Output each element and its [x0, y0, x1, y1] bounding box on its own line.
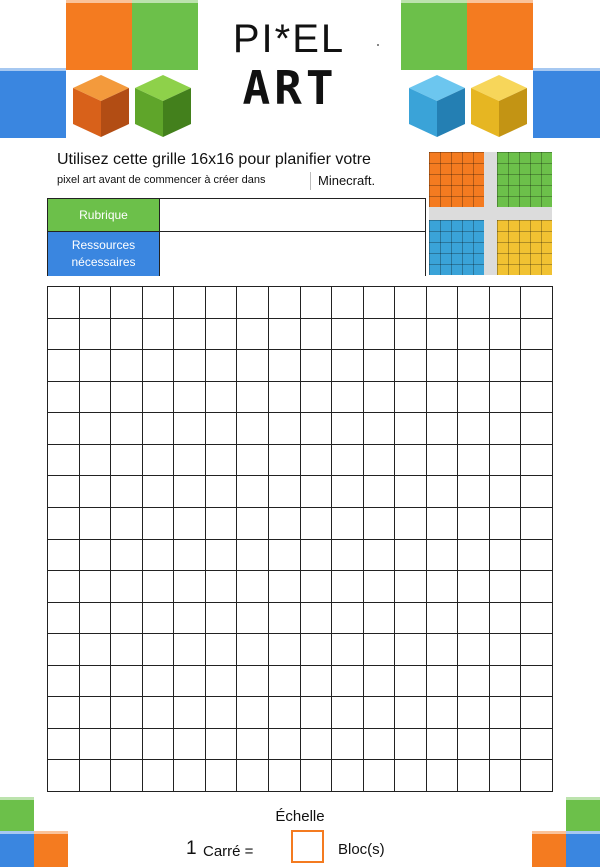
grid-cell[interactable]: [111, 540, 143, 572]
grid-cell[interactable]: [332, 445, 364, 477]
grid-cell[interactable]: [364, 350, 396, 382]
grid-cell[interactable]: [332, 697, 364, 729]
corner-square-blue: [533, 68, 600, 138]
grid-cell[interactable]: [48, 287, 80, 319]
grid-cell[interactable]: [521, 571, 553, 603]
grid-cell[interactable]: [490, 476, 522, 508]
grid-cell[interactable]: [206, 413, 238, 445]
grid-cell[interactable]: [427, 729, 459, 761]
grid-cell[interactable]: [237, 350, 269, 382]
corner-square-blue: [0, 831, 34, 867]
grid-cell[interactable]: [490, 350, 522, 382]
grid-cell[interactable]: [237, 540, 269, 572]
grid-cell[interactable]: [174, 571, 206, 603]
corner-square-green: [566, 797, 600, 831]
grid-cell[interactable]: [490, 760, 522, 792]
grid-cell[interactable]: [80, 508, 112, 540]
grid-cell[interactable]: [111, 382, 143, 414]
sample-quadrant-green: [497, 152, 552, 207]
grid-cell[interactable]: [206, 666, 238, 698]
grid-cell[interactable]: [48, 729, 80, 761]
page-title-line1: PI*EL: [232, 17, 346, 61]
grid-cell[interactable]: [521, 634, 553, 666]
grid-cell[interactable]: [206, 319, 238, 351]
grid-cell[interactable]: [174, 634, 206, 666]
grid-cell[interactable]: [332, 508, 364, 540]
corner-square-blue: [566, 831, 600, 867]
grid-cell[interactable]: [143, 697, 175, 729]
grid-cell[interactable]: [458, 603, 490, 635]
grid-cell[interactable]: [174, 350, 206, 382]
ressources-label: Ressources nécessaires: [48, 232, 160, 276]
grid-cell[interactable]: [364, 571, 396, 603]
grid-cell[interactable]: [143, 382, 175, 414]
grid-cell[interactable]: [48, 413, 80, 445]
grid-cell[interactable]: [206, 760, 238, 792]
grid-cell[interactable]: [48, 571, 80, 603]
grid-cell[interactable]: [174, 476, 206, 508]
grid-cell[interactable]: [237, 287, 269, 319]
grid-cell[interactable]: [206, 634, 238, 666]
block-label: Bloc(s): [338, 841, 385, 858]
grid-cell[interactable]: [458, 634, 490, 666]
grid-cell[interactable]: [237, 508, 269, 540]
grid-cell[interactable]: [237, 571, 269, 603]
grid-cell[interactable]: [111, 413, 143, 445]
grid-cell[interactable]: [80, 350, 112, 382]
text-divider: [310, 172, 311, 190]
corner-square-green: [401, 0, 467, 70]
grid-cell[interactable]: [427, 540, 459, 572]
grid-cell[interactable]: [143, 413, 175, 445]
grid-cell[interactable]: [521, 445, 553, 477]
grid-cell[interactable]: [458, 287, 490, 319]
grid-cell[interactable]: [269, 445, 301, 477]
grid-cell[interactable]: [521, 603, 553, 635]
grid-cell[interactable]: [174, 445, 206, 477]
grid-cell[interactable]: [80, 540, 112, 572]
grid-cell[interactable]: [48, 476, 80, 508]
grid-cell[interactable]: [174, 287, 206, 319]
scale-number: 1: [186, 838, 197, 859]
corner-square-green: [132, 0, 198, 70]
grid-cell[interactable]: [111, 760, 143, 792]
grid-cell[interactable]: [332, 476, 364, 508]
grid-cell[interactable]: [111, 603, 143, 635]
grid-cell[interactable]: [521, 697, 553, 729]
grid-cell[interactable]: [458, 445, 490, 477]
intro-line1: Utilisez cette grille 16x16 pour planifier votre: [57, 151, 371, 168]
grid-cell[interactable]: [521, 540, 553, 572]
grid-cell[interactable]: [269, 540, 301, 572]
grid-cell[interactable]: [364, 319, 396, 351]
grid-cell[interactable]: [111, 445, 143, 477]
grid-cell[interactable]: [206, 540, 238, 572]
sample-quadrant-blue: [429, 220, 484, 275]
grid-cell[interactable]: [332, 413, 364, 445]
grid-cell[interactable]: [490, 508, 522, 540]
grid-cell[interactable]: [332, 760, 364, 792]
grid-cell[interactable]: [490, 382, 522, 414]
grid-cell[interactable]: [48, 666, 80, 698]
corner-square-orange: [532, 831, 566, 867]
grid-cell[interactable]: [269, 760, 301, 792]
grid-cell[interactable]: [332, 382, 364, 414]
grid-cell[interactable]: [111, 634, 143, 666]
grid-cell[interactable]: [427, 445, 459, 477]
grid-cell[interactable]: [174, 413, 206, 445]
grid-cell[interactable]: [206, 603, 238, 635]
grid-cell[interactable]: [48, 445, 80, 477]
grid-cell[interactable]: [48, 603, 80, 635]
grid-cell[interactable]: [364, 287, 396, 319]
grid-cell[interactable]: [521, 319, 553, 351]
grid-cell[interactable]: [427, 697, 459, 729]
grid-cell[interactable]: [111, 729, 143, 761]
grid-cell[interactable]: [111, 697, 143, 729]
scale-label: Échelle: [275, 808, 325, 825]
grid-cell[interactable]: [395, 634, 427, 666]
grid-cell[interactable]: [269, 319, 301, 351]
grid-cell[interactable]: [458, 540, 490, 572]
grid-cell[interactable]: [521, 760, 553, 792]
grid-cell[interactable]: [269, 413, 301, 445]
grid-cell[interactable]: [364, 508, 396, 540]
grid-cell[interactable]: [301, 666, 333, 698]
grid-cell[interactable]: [301, 697, 333, 729]
pixel-grid: [47, 286, 553, 792]
grid-cell[interactable]: [427, 508, 459, 540]
grid-cell[interactable]: [206, 350, 238, 382]
grid-cell[interactable]: [458, 476, 490, 508]
grid-cell[interactable]: [80, 666, 112, 698]
grid-cell[interactable]: [174, 540, 206, 572]
grid-cell[interactable]: [301, 287, 333, 319]
grid-cell[interactable]: [332, 319, 364, 351]
grid-cell[interactable]: [395, 350, 427, 382]
grid-cell[interactable]: [521, 287, 553, 319]
grid-cell[interactable]: [301, 445, 333, 477]
grid-cell[interactable]: [301, 729, 333, 761]
grid-cell[interactable]: [521, 476, 553, 508]
grid-cell[interactable]: [458, 697, 490, 729]
grid-cell[interactable]: [143, 508, 175, 540]
grid-cell[interactable]: [364, 729, 396, 761]
intro-line2: pixel art avant de commencer à créer dans: [57, 174, 266, 186]
grid-cell[interactable]: [458, 508, 490, 540]
grid-cell[interactable]: [269, 729, 301, 761]
grid-cell[interactable]: [48, 634, 80, 666]
grid-cell[interactable]: [301, 413, 333, 445]
grid-cell[interactable]: [427, 666, 459, 698]
grid-cell[interactable]: [490, 571, 522, 603]
grid-cell[interactable]: [490, 729, 522, 761]
grid-cell[interactable]: [143, 445, 175, 477]
grid-cell[interactable]: [174, 729, 206, 761]
sample-grid-illustration: [429, 152, 552, 275]
grid-cell[interactable]: [206, 476, 238, 508]
blue-cube-icon: [407, 75, 467, 138]
grid-cell[interactable]: [174, 666, 206, 698]
grid-cell[interactable]: [269, 350, 301, 382]
grid-cell[interactable]: [48, 382, 80, 414]
grid-cell[interactable]: [48, 319, 80, 351]
grid-cell[interactable]: [174, 508, 206, 540]
grid-cell[interactable]: [364, 540, 396, 572]
grid-cell[interactable]: [237, 666, 269, 698]
grid-cell[interactable]: [237, 382, 269, 414]
grid-cell[interactable]: [269, 571, 301, 603]
grid-cell[interactable]: [395, 319, 427, 351]
grid-cell[interactable]: [206, 729, 238, 761]
grid-cell[interactable]: [364, 445, 396, 477]
grid-cell[interactable]: [364, 760, 396, 792]
grid-cell[interactable]: [490, 445, 522, 477]
grid-cell[interactable]: [521, 729, 553, 761]
grid-cell[interactable]: [111, 350, 143, 382]
grid-cell[interactable]: [143, 603, 175, 635]
grid-cell[interactable]: [332, 571, 364, 603]
grid-cell[interactable]: [80, 729, 112, 761]
grid-cell[interactable]: [143, 476, 175, 508]
grid-cell[interactable]: [269, 508, 301, 540]
corner-square-orange: [467, 0, 533, 70]
grid-cell[interactable]: [301, 760, 333, 792]
intro-line3: Minecraft.: [318, 173, 376, 188]
grid-cell[interactable]: [143, 319, 175, 351]
decorative-dot: [377, 44, 379, 46]
grid-cell[interactable]: [269, 697, 301, 729]
grid-cell[interactable]: [364, 697, 396, 729]
grid-cell[interactable]: [395, 413, 427, 445]
grid-cell[interactable]: [521, 413, 553, 445]
grid-cell[interactable]: [490, 319, 522, 351]
grid-cell[interactable]: [237, 319, 269, 351]
sample-quadrant-orange: [429, 152, 484, 207]
grid-cell[interactable]: [301, 634, 333, 666]
grid-cell[interactable]: [395, 476, 427, 508]
grid-cell[interactable]: [427, 634, 459, 666]
grid-cell[interactable]: [174, 319, 206, 351]
grid-cell[interactable]: [301, 603, 333, 635]
grid-cell[interactable]: [490, 540, 522, 572]
info-row-ressources: [48, 232, 425, 276]
scale-unit-label: Carré =: [203, 843, 254, 860]
grid-cell[interactable]: [174, 697, 206, 729]
grid-cell[interactable]: [48, 540, 80, 572]
grid-cell[interactable]: [143, 634, 175, 666]
grid-cell[interactable]: [48, 350, 80, 382]
grid-cell[interactable]: [143, 571, 175, 603]
grid-cell[interactable]: [427, 319, 459, 351]
grid-cell[interactable]: [458, 382, 490, 414]
grid-cell[interactable]: [143, 729, 175, 761]
grid-cell[interactable]: [174, 760, 206, 792]
info-row-rubrique: [48, 199, 425, 232]
grid-cell[interactable]: [80, 571, 112, 603]
sample-quadrant-yellow: [497, 220, 552, 275]
grid-cell[interactable]: [237, 413, 269, 445]
grid-cell[interactable]: [269, 287, 301, 319]
grid-cell[interactable]: [48, 760, 80, 792]
orange-cube-icon: [71, 75, 131, 138]
grid-cell[interactable]: [111, 287, 143, 319]
grid-cell[interactable]: [301, 319, 333, 351]
grid-cell[interactable]: [206, 445, 238, 477]
grid-cell[interactable]: [521, 666, 553, 698]
grid-cell[interactable]: [80, 634, 112, 666]
grid-cell[interactable]: [80, 319, 112, 351]
grid-cell[interactable]: [458, 413, 490, 445]
grid-cell[interactable]: [80, 287, 112, 319]
grid-cell[interactable]: [395, 540, 427, 572]
grid-cell[interactable]: [458, 350, 490, 382]
grid-cell[interactable]: [206, 571, 238, 603]
grid-cell[interactable]: [206, 697, 238, 729]
rubrique-field[interactable]: [160, 199, 425, 231]
grid-cell[interactable]: [301, 350, 333, 382]
ressources-field[interactable]: [160, 232, 425, 276]
grid-cell[interactable]: [301, 382, 333, 414]
grid-cell[interactable]: [427, 287, 459, 319]
grid-cell[interactable]: [364, 382, 396, 414]
grid-cell[interactable]: [364, 476, 396, 508]
grid-cell[interactable]: [237, 760, 269, 792]
grid-cell[interactable]: [395, 445, 427, 477]
yellow-cube-icon: [469, 75, 529, 138]
grid-cell[interactable]: [395, 571, 427, 603]
grid-cell[interactable]: [237, 476, 269, 508]
grid-cell[interactable]: [332, 666, 364, 698]
grid-cell[interactable]: [458, 319, 490, 351]
grid-cell[interactable]: [237, 729, 269, 761]
grid-cell[interactable]: [174, 382, 206, 414]
info-table: [47, 198, 426, 276]
grid-cell[interactable]: [111, 319, 143, 351]
grid-cell[interactable]: [143, 287, 175, 319]
grid-cell[interactable]: [427, 476, 459, 508]
grid-cell[interactable]: [80, 697, 112, 729]
grid-cell[interactable]: [490, 666, 522, 698]
grid-cell[interactable]: [427, 382, 459, 414]
grid-cell[interactable]: [111, 476, 143, 508]
grid-cell[interactable]: [80, 382, 112, 414]
grid-cell[interactable]: [206, 382, 238, 414]
rubrique-label: Rubrique: [48, 199, 160, 231]
grid-cell[interactable]: [301, 476, 333, 508]
grid-cell[interactable]: [395, 760, 427, 792]
grid-cell[interactable]: [237, 603, 269, 635]
grid-cell[interactable]: [332, 634, 364, 666]
grid-cell[interactable]: [395, 287, 427, 319]
grid-cell[interactable]: [80, 445, 112, 477]
grid-cell[interactable]: [364, 634, 396, 666]
grid-cell[interactable]: [458, 666, 490, 698]
grid-cell[interactable]: [364, 413, 396, 445]
grid-cell[interactable]: [521, 508, 553, 540]
grid-cell[interactable]: [332, 287, 364, 319]
grid-cell[interactable]: [80, 603, 112, 635]
grid-cell[interactable]: [269, 382, 301, 414]
grid-cell[interactable]: [174, 603, 206, 635]
grid-cell[interactable]: [48, 508, 80, 540]
grid-cell[interactable]: [237, 697, 269, 729]
grid-cell[interactable]: [395, 697, 427, 729]
grid-cell[interactable]: [490, 634, 522, 666]
grid-cell[interactable]: [458, 571, 490, 603]
grid-cell[interactable]: [427, 760, 459, 792]
grid-cell[interactable]: [206, 508, 238, 540]
grid-cell[interactable]: [237, 445, 269, 477]
grid-cell[interactable]: [80, 413, 112, 445]
grid-cell[interactable]: [332, 603, 364, 635]
corner-square-orange: [66, 0, 132, 70]
grid-cell[interactable]: [111, 571, 143, 603]
corner-square-blue: [0, 68, 66, 138]
grid-cell[interactable]: [490, 413, 522, 445]
corner-square-green: [0, 797, 34, 831]
grid-cell[interactable]: [427, 350, 459, 382]
grid-cell[interactable]: [364, 666, 396, 698]
grid-cell[interactable]: [490, 287, 522, 319]
grid-cell[interactable]: [521, 382, 553, 414]
block-count-box[interactable]: [291, 830, 324, 863]
grid-cell[interactable]: [111, 508, 143, 540]
grid-cell[interactable]: [80, 476, 112, 508]
grid-cell[interactable]: [301, 540, 333, 572]
green-cube-icon: [133, 75, 193, 138]
grid-cell[interactable]: [269, 666, 301, 698]
grid-cell[interactable]: [80, 760, 112, 792]
grid-cell[interactable]: [521, 350, 553, 382]
grid-cell[interactable]: [490, 603, 522, 635]
grid-cell[interactable]: [48, 697, 80, 729]
grid-cell[interactable]: [143, 540, 175, 572]
grid-cell[interactable]: [143, 350, 175, 382]
grid-cell[interactable]: [427, 413, 459, 445]
grid-cell[interactable]: [269, 476, 301, 508]
grid-cell[interactable]: [395, 508, 427, 540]
grid-cell[interactable]: [458, 760, 490, 792]
grid-cell[interactable]: [490, 697, 522, 729]
grid-cell[interactable]: [395, 729, 427, 761]
grid-cell[interactable]: [269, 603, 301, 635]
grid-cell[interactable]: [395, 382, 427, 414]
grid-cell[interactable]: [237, 634, 269, 666]
grid-cell[interactable]: [301, 508, 333, 540]
grid-cell[interactable]: [111, 666, 143, 698]
page-title-line2: ART: [242, 61, 338, 115]
grid-cell[interactable]: [332, 540, 364, 572]
grid-cell[interactable]: [332, 350, 364, 382]
grid-cell[interactable]: [427, 571, 459, 603]
grid-cell[interactable]: [206, 287, 238, 319]
grid-cell[interactable]: [458, 729, 490, 761]
grid-cell[interactable]: [427, 603, 459, 635]
grid-cell[interactable]: [301, 571, 333, 603]
grid-cell[interactable]: [395, 666, 427, 698]
grid-cell[interactable]: [143, 666, 175, 698]
grid-cell[interactable]: [269, 634, 301, 666]
grid-cell[interactable]: [395, 603, 427, 635]
grid-cell[interactable]: [143, 760, 175, 792]
grid-cell[interactable]: [332, 729, 364, 761]
grid-cell[interactable]: [364, 603, 396, 635]
corner-square-orange: [34, 831, 68, 867]
